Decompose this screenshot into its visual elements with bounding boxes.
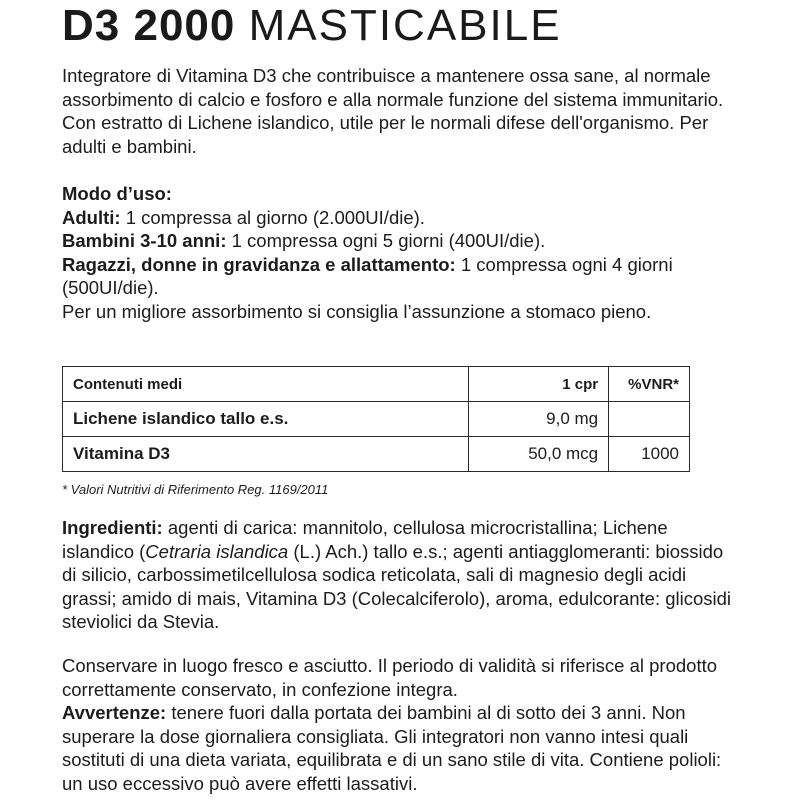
product-title-light: MASTICABILE [248,1,562,50]
storage-text: Conservare in luogo fresco e asciutto. Il periodo di validità si riferisce al prodotto correttamente conservato, in confezione integra. [62,655,718,700]
table-header-amount: 1 cpr [469,367,609,402]
table-cell-vnr [609,402,690,437]
table-cell-name: Vitamina D3 [63,437,469,472]
table-cell-amount: 50,0 mcg [469,437,609,472]
warnings-body: tenere fuori dalla portata dei bambini al di sotto dei 3 anni. Non superare la dose giornaliera consigliata. Gli integratori non vanno intesi quali sostituti di una dieta variata, equilibrata e di un sano stile di vita. Contiene polioli: un uso eccessivo può avere effetti lassativi. [62,702,722,794]
product-title [62,2,562,50]
ingredients-label: Ingredienti: [62,517,163,538]
ingredients-text [62,516,742,634]
warnings-text [62,701,742,795]
table-row [63,437,690,472]
ingredients-part-1: agenti di carica: mannitolo, cellulosa microcristallina; Lichene islandico ( [62,517,668,562]
table-header-row [63,367,690,402]
table-cell-name: Lichene islandico tallo e.s. [63,402,469,437]
table-cell-vnr: 1000 [609,437,690,472]
usage-teens [62,253,742,300]
storage-warnings-section [62,654,742,795]
table-header-name: Contenuti medi [63,367,469,402]
warnings-label: Avvertenze: [62,702,167,723]
product-title-strong: D3 2000 [62,1,236,50]
usage-heading: Modo d’uso: [62,183,172,204]
nutrition-table [62,366,690,472]
usage-adults-text: 1 compressa al giorno (2.000UI/die). [120,206,425,228]
ingredients-part-2: (L.) Ach.) tallo e.s.; agenti antiagglomeranti: biossido di silicio, carbossimetilcellulosa sodica reticolata, sali di magnesio degli acidi grassi; amido di mais, Vitamina D3 (Colecalciferolo), aroma, edulcorante: glicosidi steviolici da Stevia. [62,540,732,632]
table-row [63,402,690,437]
table-cell-amount: 9,0 mg [469,402,609,437]
intro-paragraph [62,64,742,158]
usage-adults [62,206,742,230]
ingredients-latin-name: Cetraria islandica [145,540,289,562]
usage-children [62,229,742,253]
intro-text: Integratore di Vitamina D3 che contribuisce a mantenere ossa sane, al normale assorbimento di calcio e fosforo e alla normale funzione del sistema immunitario. Con estratto di Lichene islandico, utile per le normali difese dell'organismo. Per adulti e bambini. [62,65,724,157]
usage-children-text: 1 compressa ogni 5 giorni (400UI/die). [226,230,546,251]
usage-teens-label: Ragazzi, donne in gravidanza e allattamento: [62,253,456,275]
usage-section [62,182,742,323]
usage-note: Per un migliore assorbimento si consiglia l’assunzione a stomaco pieno. [62,300,652,322]
usage-teens-text: 1 compressa ogni 4 giorni (500UI/die). [62,253,673,298]
usage-children-label: Bambini 3-10 anni: [62,230,227,251]
table-header-vnr: %VNR* [609,367,690,402]
usage-adults-label: Adulti: [62,206,121,228]
table-footnote: * Valori Nutritivi di Riferimento Reg. 1169/2011 [62,482,329,497]
ingredients-section [62,516,742,634]
